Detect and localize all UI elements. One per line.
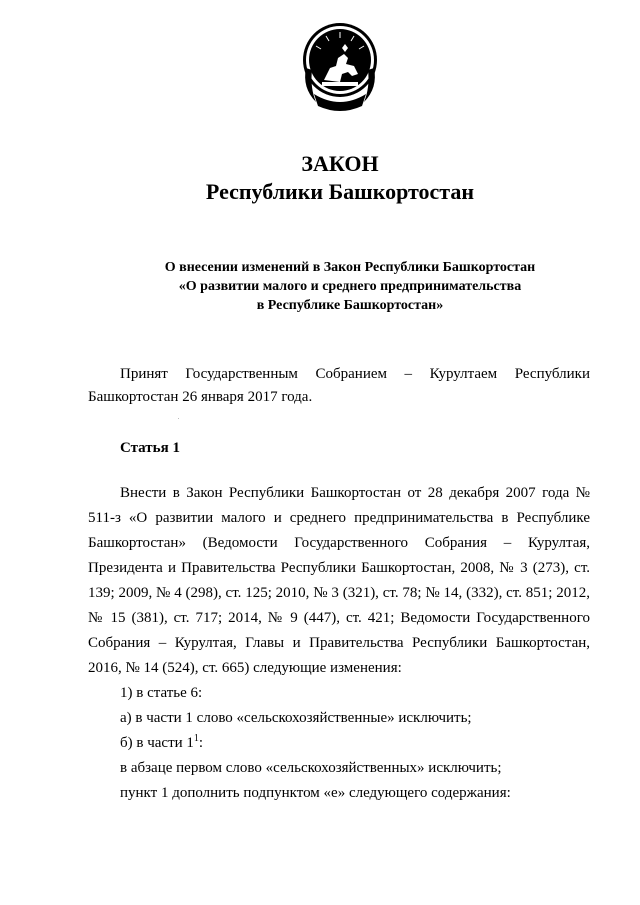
law-subject [60, 258, 640, 315]
law-title [0, 150, 640, 206]
law-title-line1: ЗАКОН [301, 151, 379, 176]
amendment-item-a: а) в части 1 слово «сельскохозяйственные» исключить; [120, 710, 472, 726]
subject-line1: О внесении изменений в Закон Республики Башкортостан [164, 260, 536, 275]
law-title-line2: Республики Башкортостан [205, 179, 475, 204]
amendment-item-1: 1) в статье 6: [120, 685, 203, 701]
adoption-note: Принят Государственным Собранием – Курултаем Республики Башкортостан 26 января 2017 года. [88, 366, 590, 405]
subject-line3: в Республике Башкортостан» [256, 298, 444, 313]
article-body [88, 481, 590, 806]
scan-speck [178, 418, 179, 419]
amendment-intro: Внести в Закон Республики Башкортостан от 28 декабря 2007 года № 511-з «О развитии малого и среднего предпринимательства в Республике Башкортостан» (Ведомости Государственного Собрания – Курултая, Президента и Правительства Республики Башкортостан, 2008, № 3 (273), ст. 139; 2009, № 4 (298), ст. 125; 2010, № 3 (321), ст. 78; № 14, (332), ст. 851; 2012, № 15 (381), ст. 717; 2014, № 9 (447), ст. 421; Ведомости Государственного Собрания – Курултая, Главы и Правительства Республики Башкортостан, 2016, № 14 (524), ст. 665) следующие изменения: [88, 485, 590, 676]
amendment-item-b [88, 731, 590, 756]
subject-line2: «О развитии малого и среднего предпринимательства [178, 279, 522, 294]
amendment-line-punkt: пункт 1 дополнить подпунктом «е» следующего содержания: [120, 785, 511, 801]
coat-of-arms-icon [300, 18, 380, 118]
item-b-colon: : [198, 735, 204, 751]
article-heading: Статья 1 [120, 440, 180, 456]
item-b-superscript: 1 [193, 733, 199, 744]
amendment-line-abzac: в абзаце первом слово «сельскохозяйственных» исключить; [120, 760, 502, 776]
item-b-text: б) в части 1 [120, 735, 194, 751]
